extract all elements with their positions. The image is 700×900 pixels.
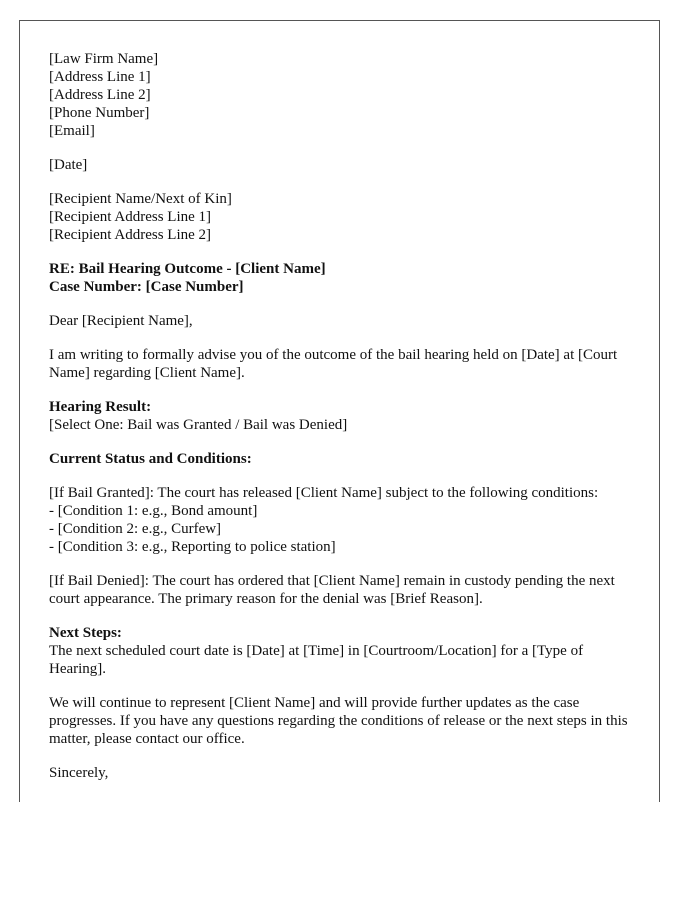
salutation: Dear [Recipient Name], bbox=[49, 313, 193, 329]
letter-body bbox=[49, 50, 639, 798]
next-steps-section bbox=[49, 624, 639, 678]
sender-address-line-1: [Address Line 1] bbox=[49, 69, 151, 85]
condition-item: - [Condition 1: e.g., Bond amount] bbox=[49, 503, 258, 519]
re-line: RE: Bail Hearing Outcome - [Client Name] bbox=[49, 261, 326, 277]
hearing-result-text: [Select One: Bail was Granted / Bail was Denied] bbox=[49, 417, 348, 433]
letter-date: [Date] bbox=[49, 157, 88, 173]
intro-paragraph: I am writing to formally advise you of the outcome of the bail hearing held on [Date] at [Court Name] regarding [Client Name]. bbox=[49, 347, 618, 381]
sign-off: Sincerely, bbox=[49, 765, 109, 781]
sender-block bbox=[49, 50, 639, 140]
next-steps-text: The next scheduled court date is [Date] at [Time] in [Courtroom/Location] for a [Type of Hearing]. bbox=[49, 643, 584, 677]
recipient-address-line-2: [Recipient Address Line 2] bbox=[49, 227, 212, 243]
letter-page bbox=[19, 20, 660, 802]
firm-name: [Law Firm Name] bbox=[49, 51, 159, 67]
condition-item: - [Condition 2: e.g., Curfew] bbox=[49, 521, 222, 537]
bail-denied-paragraph: [If Bail Denied]: The court has ordered that [Client Name] remain in custody pending the next court appearance. The primary reason for the denial was [Brief Reason]. bbox=[49, 573, 615, 607]
bail-granted-intro: [If Bail Granted]: The court has released [Client Name] subject to the following conditions: bbox=[49, 485, 599, 501]
hearing-result-section bbox=[49, 398, 639, 434]
status-heading: Current Status and Conditions: bbox=[49, 451, 252, 467]
closing-paragraph: We will continue to represent [Client Name] and will provide further updates as the case progresses. If you have any questions regarding the conditions of release or the next steps in this matter, please contact our office. bbox=[49, 695, 628, 747]
sender-phone: [Phone Number] bbox=[49, 105, 150, 121]
sender-address-line-2: [Address Line 2] bbox=[49, 87, 151, 103]
bail-granted-section bbox=[49, 484, 639, 556]
condition-item: - [Condition 3: e.g., Reporting to police station] bbox=[49, 539, 336, 555]
case-number-line: Case Number: [Case Number] bbox=[49, 279, 244, 295]
recipient-address-line-1: [Recipient Address Line 1] bbox=[49, 209, 212, 225]
sender-email: [Email] bbox=[49, 123, 95, 139]
hearing-result-heading: Hearing Result: bbox=[49, 399, 152, 415]
subject-block bbox=[49, 260, 639, 296]
recipient-block bbox=[49, 190, 639, 244]
next-steps-heading: Next Steps: bbox=[49, 625, 122, 641]
recipient-name: [Recipient Name/Next of Kin] bbox=[49, 191, 232, 207]
